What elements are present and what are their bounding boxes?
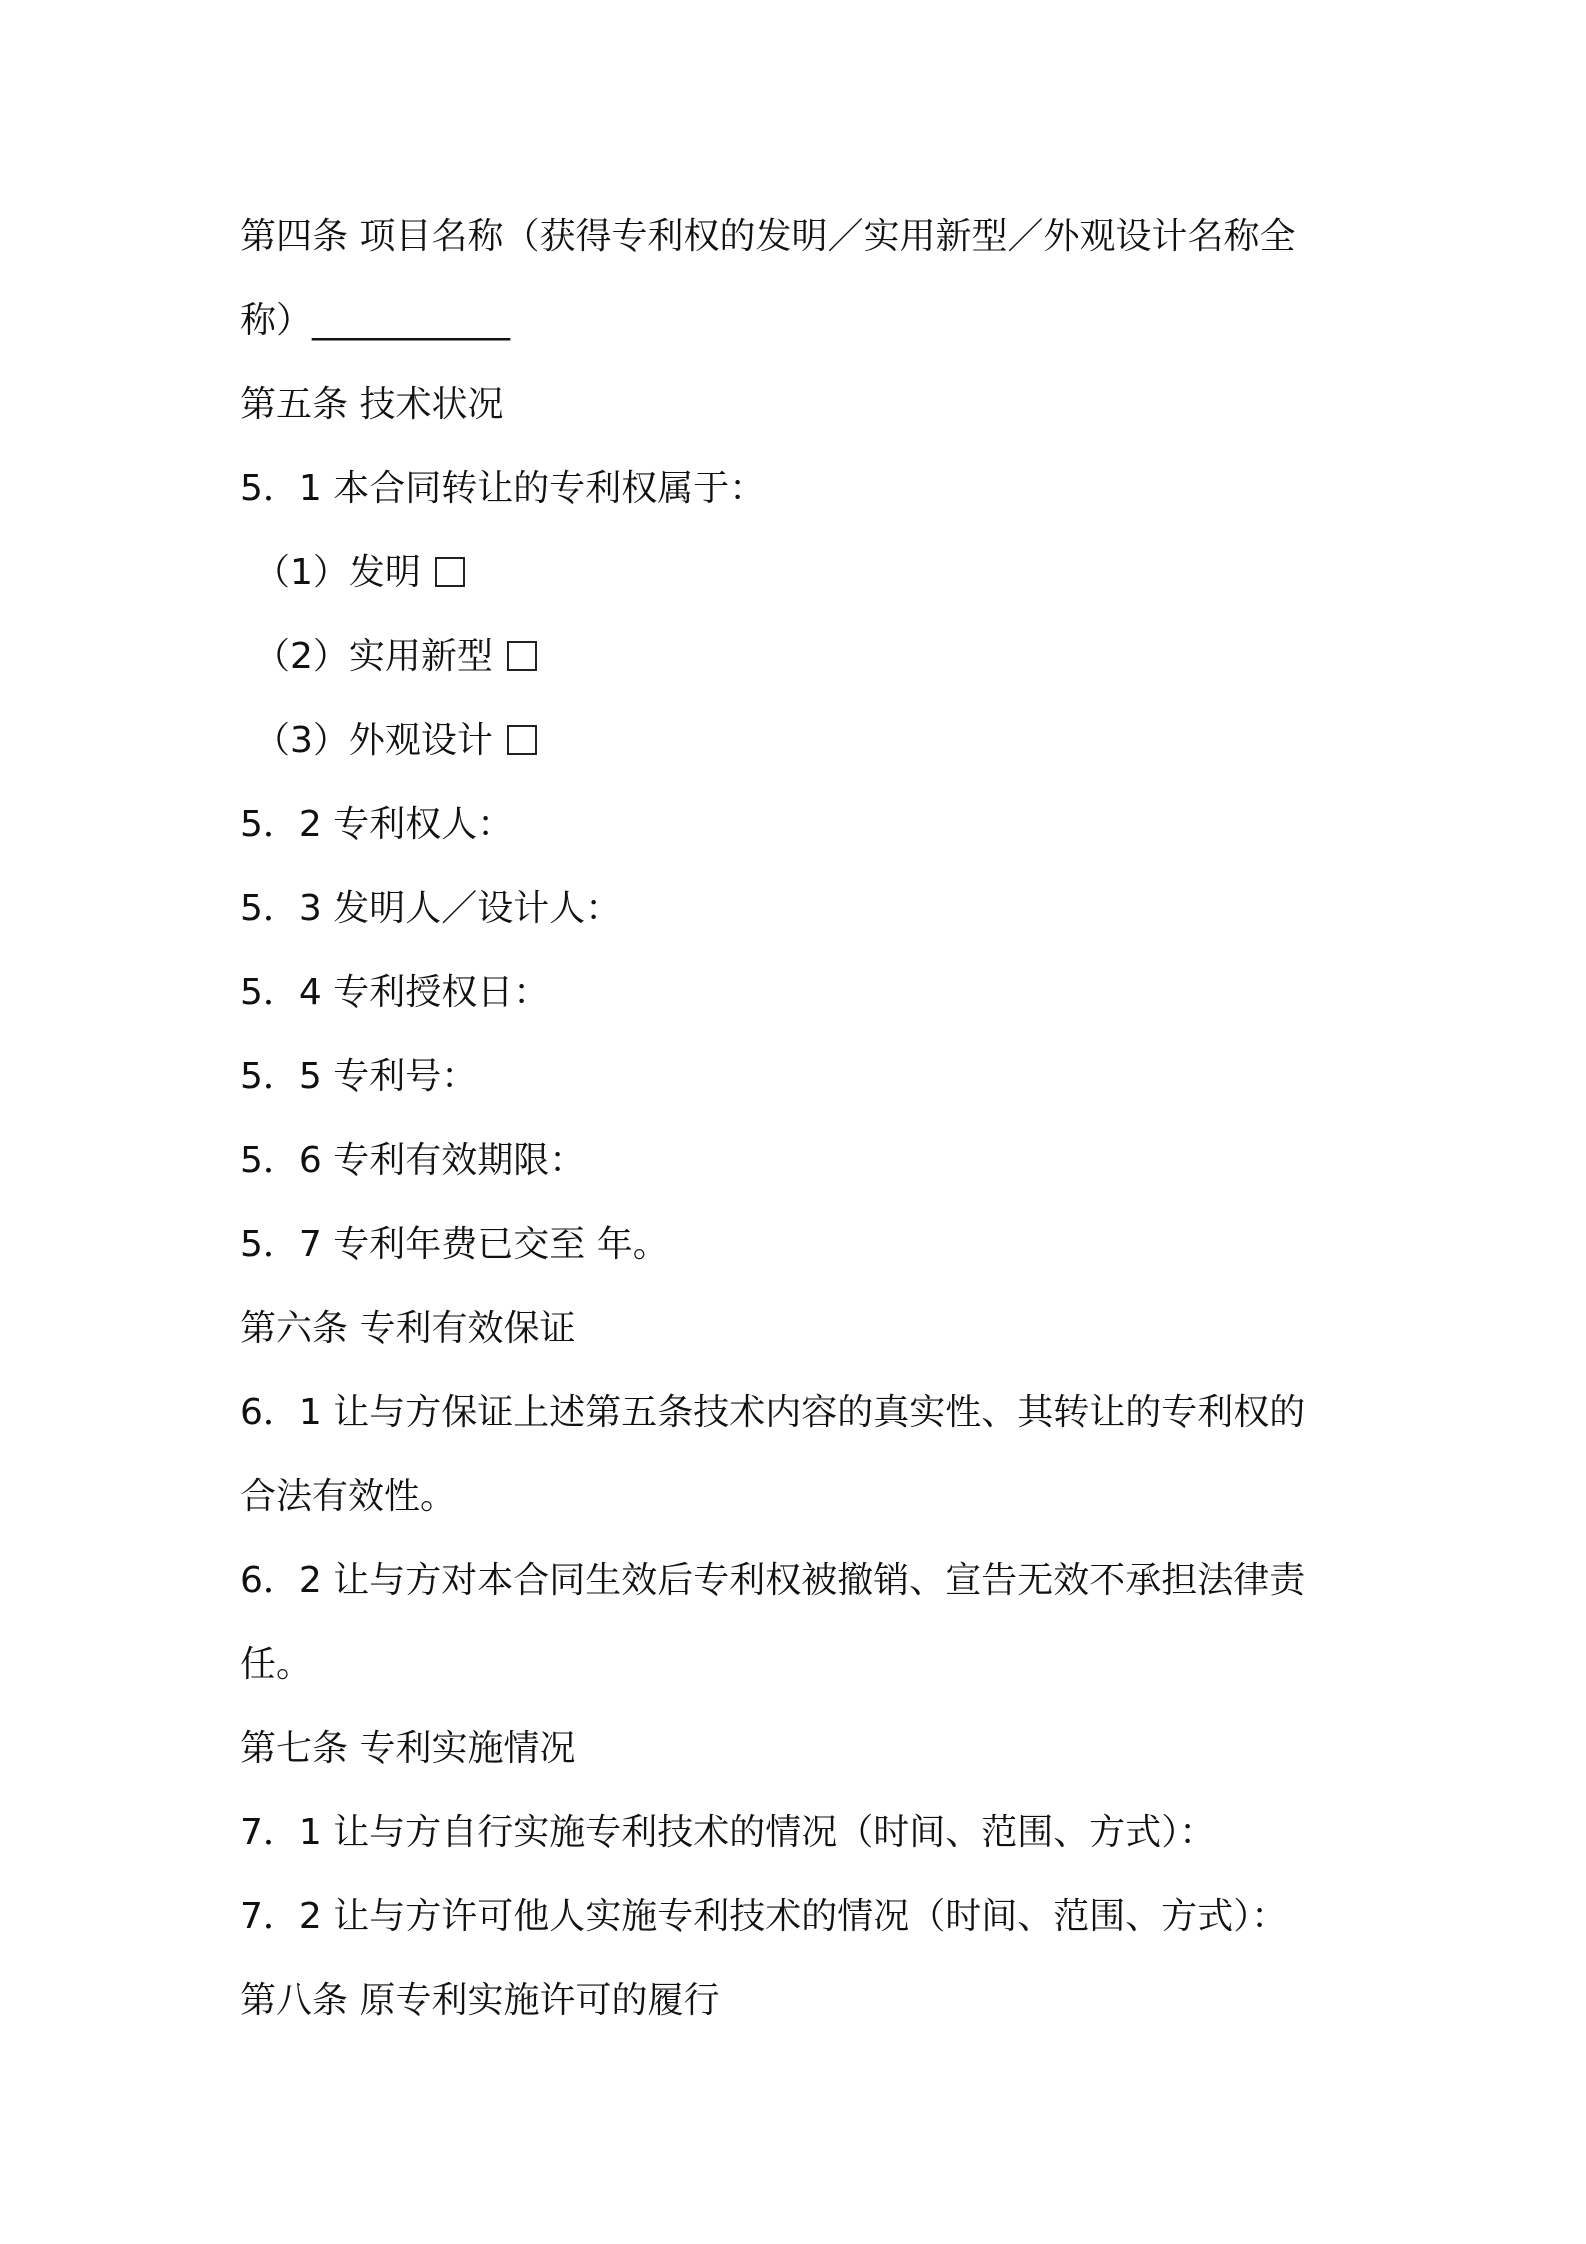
article-6-heading: 第六条 专利有效保证 (240, 1308, 576, 1349)
checkbox-invention[interactable] (435, 557, 465, 587)
article-4-title-line-1: 第四条 项目名称（获得专利权的发明／实用新型／外观设计名称全 (240, 216, 1296, 257)
clause-6-2-line-2: 任。 (240, 1644, 313, 1685)
option-design[interactable] (240, 699, 1350, 783)
clause-6-1-line-1: 6．1 让与方保证上述第五条技术内容的真实性、其转让的专利权的 (240, 1392, 1306, 1433)
clause-5-4: 5．4 专利授权日： (240, 972, 550, 1013)
article-8-heading: 第八条 原专利实施许可的履行 (240, 1980, 720, 2021)
clause-6-1-line-2: 合法有效性。 (240, 1476, 457, 1517)
clause-7-1: 7．1 让与方自行实施专利技术的情况（时间、范围、方式）： (240, 1812, 1216, 1853)
clause-5-7: 5．7 专利年费已交至 年。 (240, 1224, 669, 1265)
clause-5-6: 5．6 专利有效期限： (240, 1140, 586, 1181)
clause-5-5: 5．5 专利号： (240, 1056, 478, 1097)
document-body (240, 195, 1350, 2043)
option-invention-label: （1）发明 (254, 552, 421, 593)
article-7-heading: 第七条 专利实施情况 (240, 1728, 576, 1769)
option-utility-model[interactable] (240, 615, 1350, 699)
clause-6-2-line-1: 6．2 让与方对本合同生效后专利权被撤销、宣告无效不承担法律责 (240, 1560, 1306, 1601)
clause-5-3: 5．3 发明人／设计人： (240, 888, 622, 929)
clause-5-1: 5．1 本合同转让的专利权属于： (240, 468, 766, 509)
option-invention[interactable] (240, 531, 1350, 615)
clause-5-2: 5．2 专利权人： (240, 804, 514, 845)
option-design-label: （3）外观设计 (254, 720, 493, 761)
checkbox-utility-model[interactable] (507, 641, 537, 671)
article-5-heading: 第五条 技术状况 (240, 384, 504, 425)
clause-7-2: 7．2 让与方许可他人实施专利技术的情况（时间、范围、方式）： (240, 1896, 1288, 1937)
option-utility-model-label: （2）实用新型 (254, 636, 493, 677)
checkbox-design[interactable] (507, 725, 537, 755)
article-4-title-line-2: 称）___________ (240, 300, 511, 341)
